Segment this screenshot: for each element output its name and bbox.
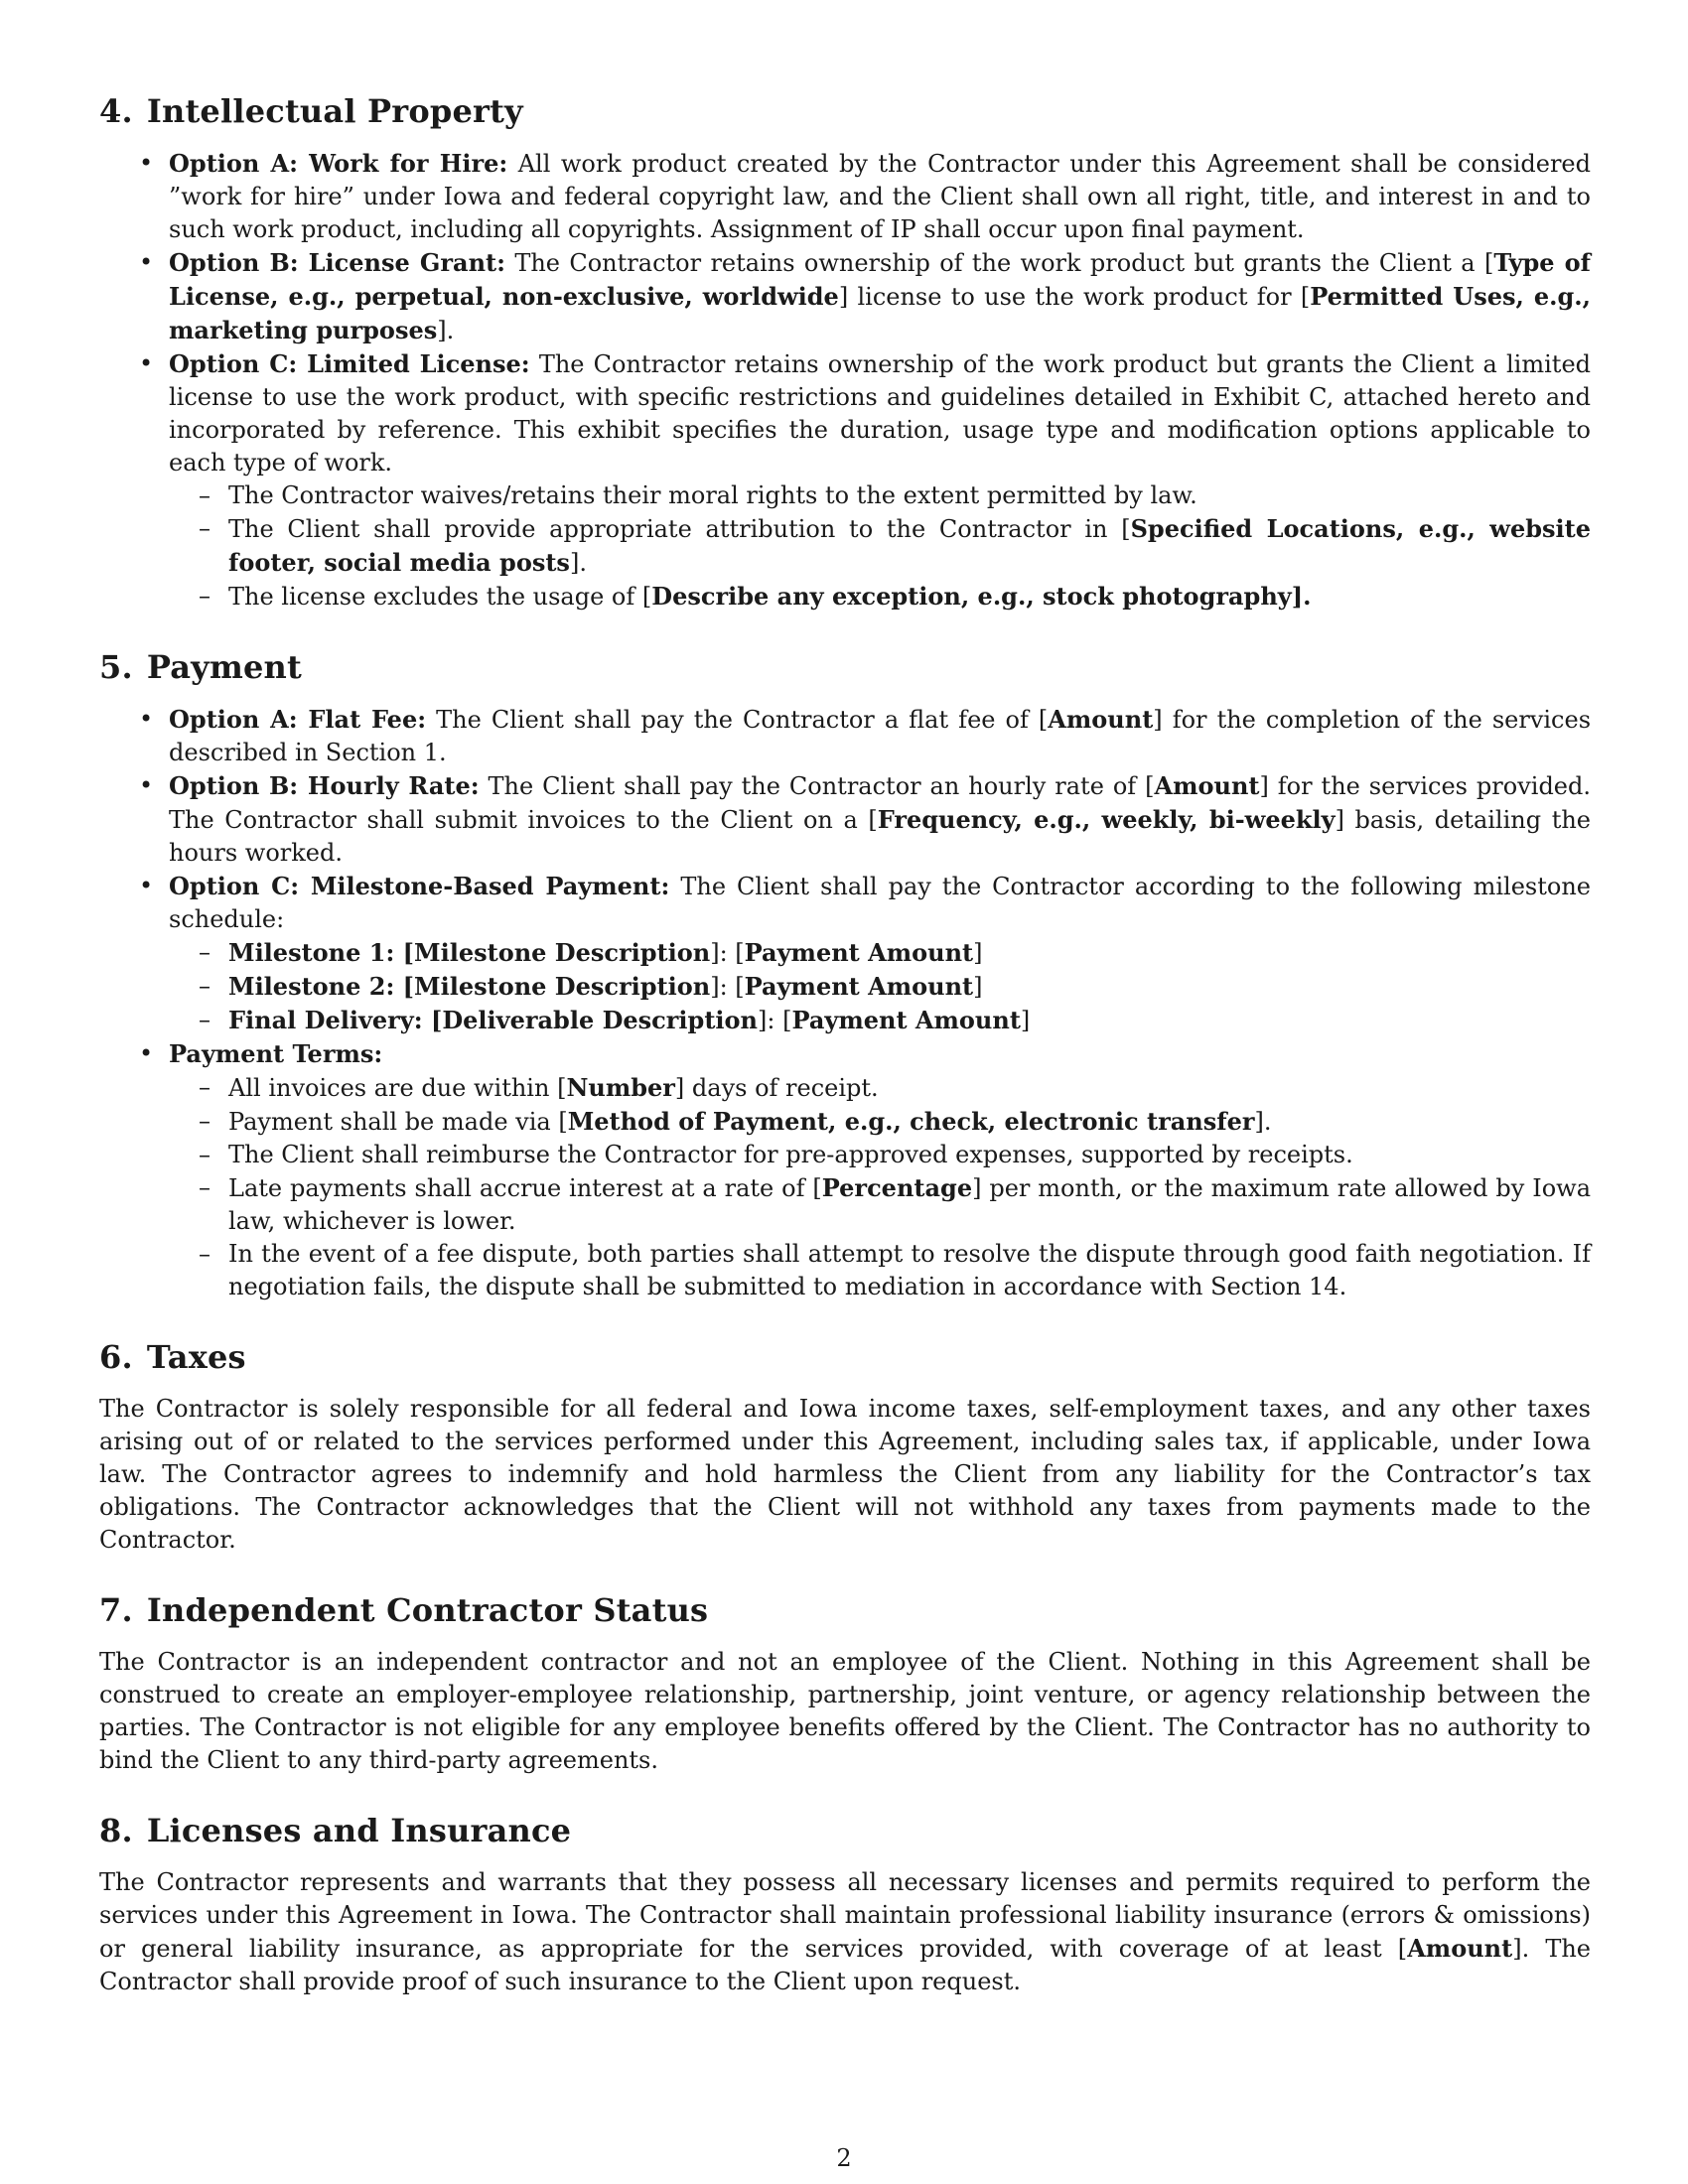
placeholder-field: Frequency, e.g., weekly, bi-weekly [877, 805, 1336, 834]
option-c-limited-license: • Option C: Limited License: The Contractor retains ownership of the work product but grants the Client a limited license to use the work product, with specific restrictions and guidelines detailed in Exhibit C, attached hereto and incorporated by reference. This exhibit specifies the duration, usage type and modification options applicable to each type of work. – The Contractor waives/retains their moral rights to the extent permitted by law. – The Client shall provide appropriate attribution to the Contractor in [Specified Locations, e.g., website footer, social media posts]. – The license excludes the usage of [Describe any exception, e.g., stock photography]. [99, 347, 1591, 614]
list-item: – In the event of a fee dispute, both parties shall attempt to resolve the dispute through good faith negotiation. If negotiation fails, the dispute shall be submitted to mediation in accordance with Section 14. [169, 1238, 1591, 1303]
section-independent-contractor-status [99, 1590, 1591, 1777]
document-page [99, 91, 1591, 2032]
list-item: – The Client shall reimburse the Contractor for pre-approved expenses, supported by receipts. [169, 1139, 1591, 1171]
page-number: 2 [836, 2144, 852, 2172]
placeholder-field: Amount [1048, 705, 1154, 734]
section-heading: 7. Independent Contractor Status [99, 1591, 709, 1629]
section-payment [99, 647, 1591, 1303]
sub-list [169, 479, 1591, 614]
section-licenses-insurance [99, 1811, 1591, 1998]
options-list [99, 147, 1591, 614]
option-b-license-grant: • Option B: License Grant: The Contractor retains ownership of the work product but grants the Client a [Type of License, e.g., perpetual, non-exclusive, worldwide] license to use the work product for [Permitted Uses, e.g., marketing purposes]. [99, 246, 1591, 347]
list-item: – Payment shall be made via [Method of Payment, e.g., check, electronic transfer]. [169, 1105, 1591, 1139]
section-intellectual-property [99, 91, 1591, 614]
placeholder-field: Number [566, 1073, 675, 1102]
placeholder-field: Percentage [821, 1173, 973, 1202]
list-item: – The Contractor waives/retains their moral rights to the extent permitted by law. [169, 479, 1591, 512]
placeholder-field: Specified Locations, e.g., website footer, social media posts [228, 514, 1591, 577]
section-body: The Contractor represents and warrants that they possess all necessary licenses and permits required to perform the services under this Agreement in Iowa. The Contractor shall maintain professional liability insurance (errors & omissions) or general liability insurance, as appropriate for the services provided, with coverage of at least [Amount]. The Contractor shall provide proof of such insurance to the Client upon request. [99, 1868, 1592, 1995]
list-item: – All invoices are due within [Number] days of receipt. [169, 1071, 1591, 1105]
section-body: The Contractor is solely responsible for all federal and Iowa income taxes, self-employment taxes, and any other taxes arising out of or related to the services performed under this Agreement, including sales tax, if applicable, under Iowa law. The Contractor agrees to indemnify and hold harmless the Client from any liability for the Contractor’s tax obligations. The Contractor acknowledges that the Client will not withhold any taxes from payments made to the Contractor. [99, 1395, 1591, 1554]
section-taxes [99, 1337, 1591, 1557]
options-list [99, 703, 1591, 1303]
placeholder-field: Type of License, e.g., perpetual, non-exclusive, worldwide [169, 248, 1592, 311]
option-a-flat-fee: • Option A: Flat Fee: The Client shall pay the Contractor a flat fee of [Amount] for the completion of the services described in Section 1. [99, 703, 1591, 769]
option-a-work-for-hire: • Option A: Work for Hire: All work product created by the Contractor under this Agreement shall be considered ”work for hire” under Iowa and federal copyright law, and the Client shall own all right, title, and interest in and to such work product, including all copyrights. Assignment of IP shall occur upon final payment. [99, 147, 1591, 246]
list-item: – Late payments shall accrue interest at a rate of [Percentage] per month, or the maximum rate allowed by Iowa law, whichever is lower. [169, 1171, 1591, 1238]
placeholder-field: Amount [1407, 1934, 1513, 1963]
section-heading: 4. Intellectual Property [99, 92, 523, 130]
placeholder-field: Describe any exception, e.g., stock photography [651, 582, 1292, 611]
section-heading: 8. Licenses and Insurance [99, 1812, 572, 1849]
milestone-item: – Final Delivery: [Deliverable Description]: [Payment Amount] [169, 1004, 1591, 1037]
placeholder-field: Amount [1154, 771, 1260, 800]
list-item: – The Client shall provide appropriate attribution to the Contractor in [Specified Locations, e.g., website footer, social media posts]. [169, 512, 1591, 580]
list-item: – The license excludes the usage of [Describe any exception, e.g., stock photography]. [169, 580, 1591, 614]
section-heading: 5. Payment [99, 648, 303, 686]
payment-terms: • Payment Terms: – All invoices are due within [Number] days of receipt. – Payment shall be made via [Method of Payment, e.g., check, electronic transfer]. – The Client shall reimburse the Contractor for pre-approved expenses, supported by receipts. – Late payments shall accrue interest at a rate of [Percentage] per month, or the maximum rate allowed by Iowa law, whichever is lower. – In the event of a fee dispute, both parties shall attempt to resolve the dispute through good faith negotiation. If negotiation fails, the dispute shall be submitted to mediation in accordance with Section 14. [99, 1037, 1591, 1303]
placeholder-field: Method of Payment, e.g., check, electronic transfer [567, 1107, 1255, 1136]
section-heading: 6. Taxes [99, 1338, 246, 1376]
milestone-list [169, 936, 1591, 1037]
terms-list [169, 1071, 1591, 1303]
option-c-milestone-payment: • Option C: Milestone-Based Payment: The Client shall pay the Contractor according to the following milestone schedule: – Milestone 1: [Milestone Description]: [Payment Amount] – Milestone 2: [Milestone Description]: [Payment Amount] – Final Delivery: [Deliverable Description]: [Payment Amount] [99, 870, 1591, 1037]
milestone-item: – Milestone 2: [Milestone Description]: [Payment Amount] [169, 970, 1591, 1004]
placeholder-field: Permitted Uses, e.g., marketing purposes [169, 282, 1591, 344]
milestone-item: – Milestone 1: [Milestone Description]: [Payment Amount] [169, 936, 1591, 970]
option-b-hourly-rate: • Option B: Hourly Rate: The Client shall pay the Contractor an hourly rate of [Amount] for the services provided. The Contractor shall submit invoices to the Client on a [Frequency, e.g., weekly, bi-weekly] basis, detailing the hours worked. [99, 769, 1591, 870]
section-body: The Contractor is an independent contractor and not an employee of the Client. Nothing in this Agreement shall be construed to create an employer-employee relationship, partnership, joint venture, or agency relationship between the parties. The Contractor is not eligible for any employee benefits offered by the Client. The Contractor has no authority to bind the Client to any third-party agreements. [99, 1648, 1591, 1774]
